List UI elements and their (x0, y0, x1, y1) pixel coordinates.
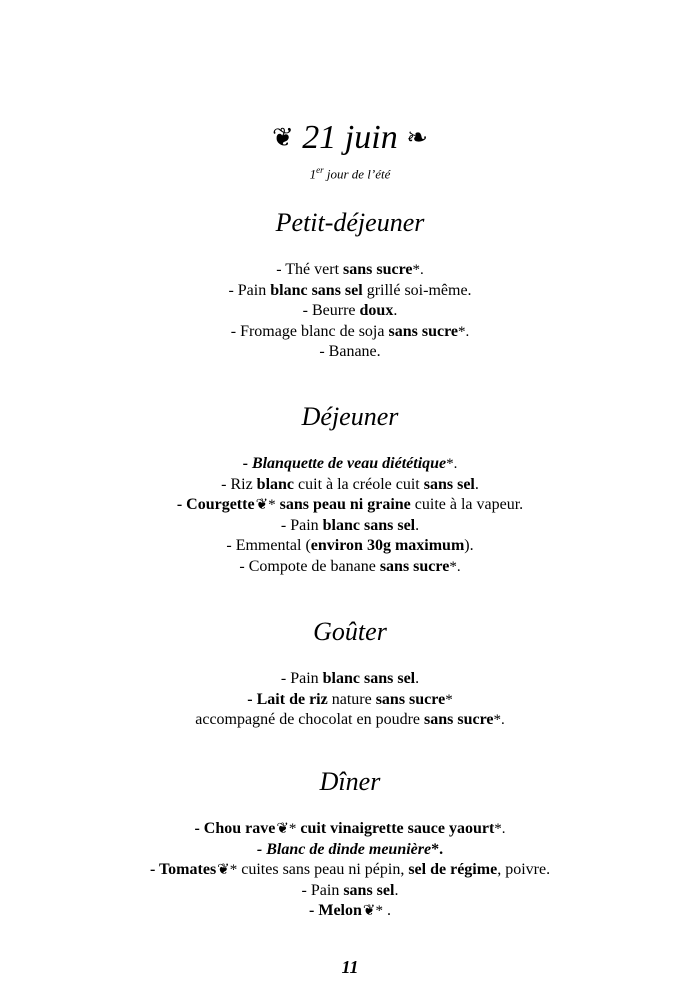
section-title: Petit-déjeuner (275, 208, 425, 237)
section-title: Goûter (313, 617, 387, 646)
page-number: 11 (341, 957, 359, 977)
list-item: - Emmental (environ 30g maximum). (226, 537, 474, 554)
list-item: - Tomates❦* cuites sans peau ni pépin, sel de régime, poivre. (0, 860, 700, 881)
page-subtitle: 1er jour de l’été (309, 165, 391, 182)
ornament-right-icon: ❧ (406, 123, 428, 152)
item-list (0, 260, 700, 363)
page-title (0, 118, 700, 158)
list-item: - Lait de riz nature sans sucre* (247, 690, 453, 708)
list-item: accompagné de chocolat en poudre sans sucre*. (195, 711, 505, 728)
item-list (0, 454, 700, 577)
list-item: - Chou rave❦* cuit vinaigrette sauce yaourt*. (0, 819, 700, 840)
ornament-left-icon: ❦ (272, 123, 294, 152)
list-item: - Melon❦* . (0, 901, 700, 922)
vegetable-symbol-icon: ❦* (217, 862, 238, 878)
list-item: - Pain blanc sans sel. (280, 516, 420, 534)
section-dinner (0, 767, 700, 922)
list-item: - Blanc de dinde meunière*. (256, 840, 444, 858)
list-item: - Courgette❦* sans peau ni graine cuite à la vapeur. (0, 495, 700, 516)
section-breakfast (0, 208, 700, 363)
vegetable-symbol-icon: ❦* (255, 497, 276, 513)
item-list (0, 669, 700, 731)
list-item: - Fromage blanc de soja sans sucre*. (230, 322, 470, 340)
list-item: - Riz blanc cuit à la créole cuit sans sel. (221, 475, 479, 493)
date-title: 21 juin (302, 119, 398, 156)
section-title: Dîner (319, 767, 381, 796)
section-snack (0, 617, 700, 731)
section-lunch (0, 402, 700, 577)
list-item: - Thé vert sans sucre*. (276, 261, 424, 278)
list-item: - Pain sans sel. (301, 881, 399, 899)
vegetable-symbol-icon: ❦* (362, 903, 383, 919)
list-item: - Banane. (319, 343, 381, 360)
vegetable-symbol-icon: ❦* (276, 821, 297, 837)
list-item: - Blanquette de veau diététique*. (242, 455, 458, 472)
section-title: Déjeuner (301, 402, 399, 431)
list-item: - Compote de banane sans sucre*. (239, 557, 461, 575)
list-item: - Pain blanc sans sel. (280, 670, 420, 687)
list-item: - Pain blanc sans sel grillé soi-même. (228, 281, 472, 299)
item-list (0, 819, 700, 922)
list-item: - Beurre doux. (302, 302, 398, 319)
